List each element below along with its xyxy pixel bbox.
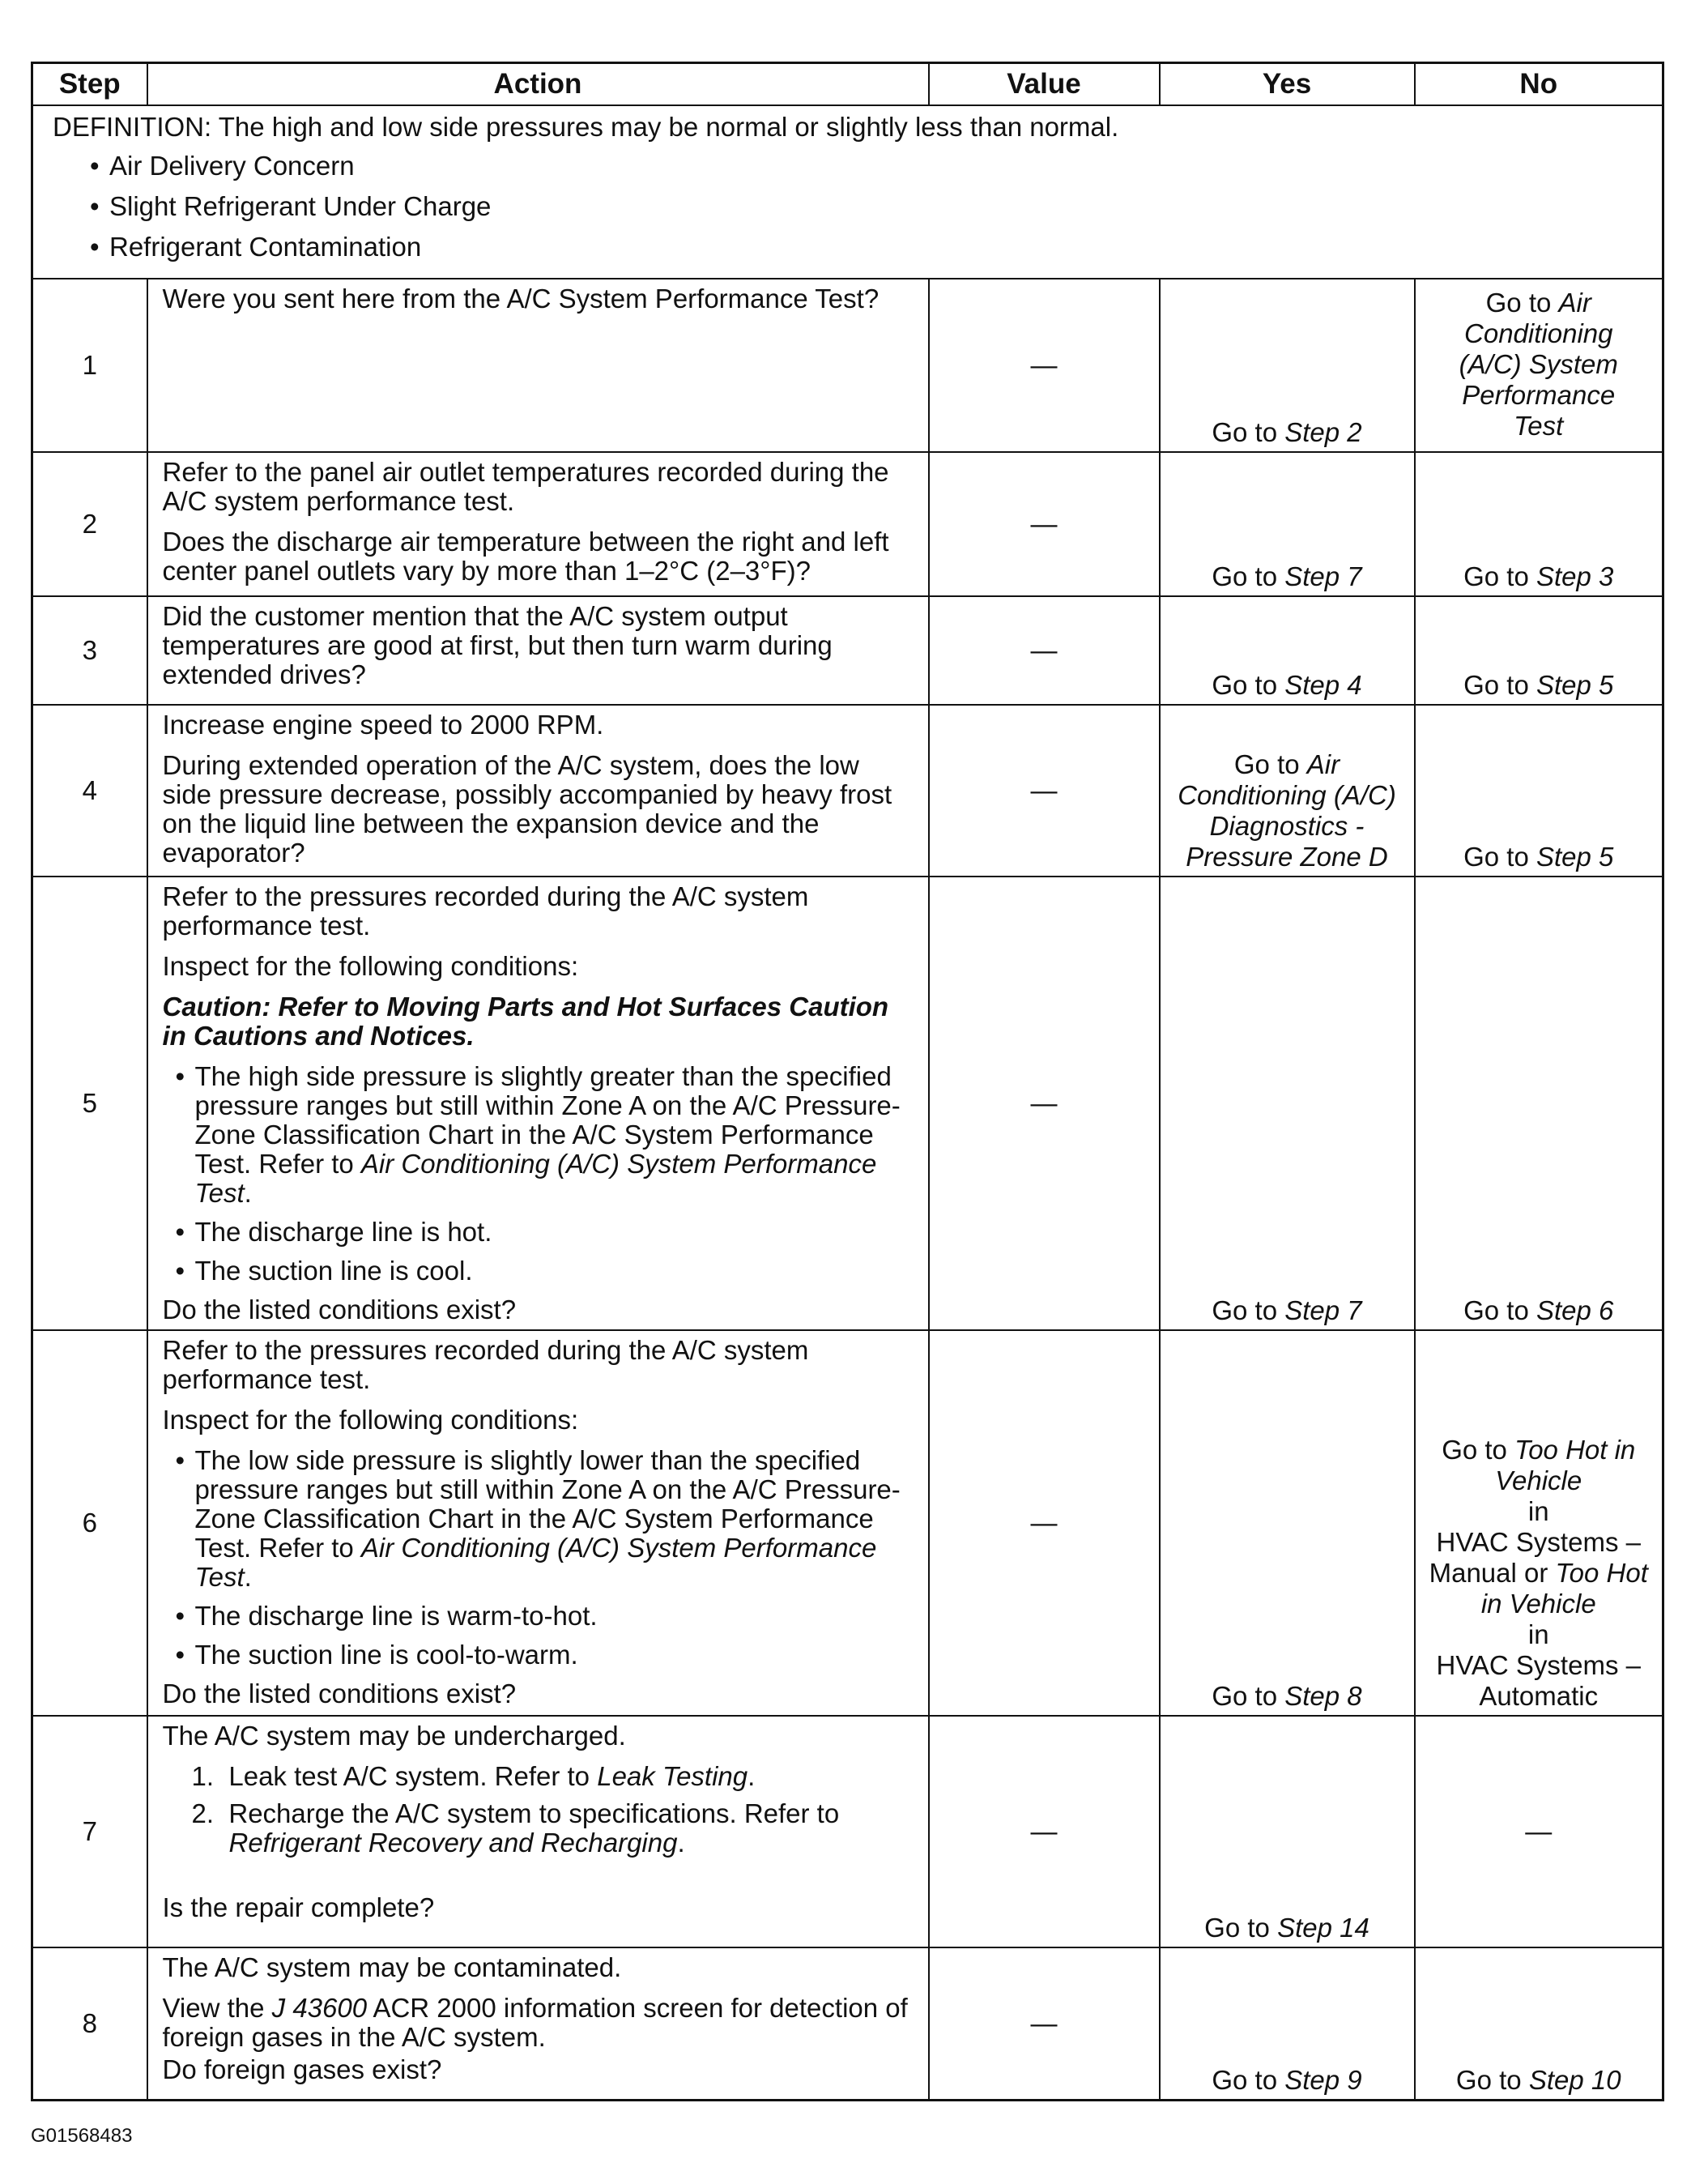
step-link[interactable]: Step 6: [1536, 1295, 1614, 1325]
condition-list: [163, 1446, 915, 1670]
step-action: [147, 279, 929, 452]
procedure-link[interactable]: Refrigerant Recovery and Recharging: [228, 1828, 678, 1858]
step-number: 1: [32, 279, 147, 452]
definition-item: • Slight Refrigerant Under Charge: [109, 192, 1662, 221]
definition-item: • Refrigerant Contamination: [109, 232, 1662, 262]
action-question: Does the discharge air temperature between the right and left center panel outlets vary by more than 1–2°C (2–3°F)?: [162, 527, 889, 586]
definition-item: • Air Delivery Concern: [109, 151, 1662, 181]
step-link[interactable]: Step 7: [1284, 1295, 1362, 1325]
procedure-link[interactable]: Air Conditioning (A/C) System Performance Test: [1459, 288, 1618, 441]
step-action: [147, 1330, 929, 1716]
step-action: [147, 596, 929, 705]
action-question: Do the listed conditions exist?: [162, 1679, 517, 1708]
diagnostic-table: [31, 62, 1664, 2101]
procedure-link[interactable]: Too Hot in Vehicle: [1480, 1558, 1648, 1619]
step-link[interactable]: Step 9: [1284, 2064, 1362, 2095]
step-yes: Go to Step 2: [1160, 279, 1415, 452]
procedure-link[interactable]: Air Conditioning (A/C) System Performance Test: [194, 1533, 877, 1592]
header-step: Step: [32, 63, 147, 106]
step-action: [147, 1947, 929, 2100]
step-yes: Go to Air Conditioning (A/C) Diagnostics - Pressure Zone D: [1160, 705, 1415, 877]
step-link[interactable]: Step 14: [1277, 1913, 1369, 1943]
header-action: Action: [147, 63, 929, 106]
step-number: 5: [32, 877, 147, 1330]
step-link[interactable]: Step 10: [1528, 2064, 1621, 2095]
step-no: Go to Too Hot in Vehicle in HVAC Systems – Manual or Too Hot in Vehicle in HVAC Systems – Automatic: [1415, 1330, 1663, 1716]
step-action: [147, 705, 929, 877]
step-yes: Go to Step 8: [1160, 1330, 1415, 1716]
step-row-6: [32, 1330, 1663, 1716]
action-text: The A/C system may be contaminated.: [162, 1952, 622, 1982]
step-value: —: [929, 596, 1160, 705]
procedure-link[interactable]: Air Conditioning (A/C) Diagnostics - Pressure Zone D: [1178, 749, 1396, 872]
step-number: 6: [32, 1330, 147, 1716]
action-question: Is the repair complete?: [162, 1892, 435, 1922]
step-action: [147, 1716, 929, 1947]
step-link[interactable]: Step 5: [1536, 842, 1614, 872]
procedure-link[interactable]: Leak Testing: [597, 1761, 748, 1791]
step-row-1: [32, 279, 1663, 452]
step-no: Go to Step 10: [1415, 1947, 1663, 2100]
step-link[interactable]: Step 5: [1536, 670, 1614, 700]
action-question: Do foreign gases exist?: [162, 2054, 442, 2084]
step-value: —: [929, 877, 1160, 1330]
definition-row: [32, 105, 1663, 279]
step-link[interactable]: Step 7: [1284, 561, 1362, 591]
action-question: Do the listed conditions exist?: [162, 1295, 517, 1324]
repair-list: [163, 1762, 915, 1858]
action-text: Refer to the panel air outlet temperatures recorded during the A/C system performance test.: [162, 457, 889, 516]
action-text: Inspect for the following conditions:: [162, 951, 579, 981]
step-action: [147, 877, 929, 1330]
step-value: —: [929, 705, 1160, 877]
step-action: [147, 452, 929, 596]
step-number: 3: [32, 596, 147, 705]
action-text: Refer to the pressures recorded during the A/C system performance test.: [162, 1335, 809, 1394]
step-value: —: [929, 452, 1160, 596]
definition-list: [53, 151, 1662, 262]
step-number: 8: [32, 1947, 147, 2100]
step-no: Go to Step 5: [1415, 705, 1663, 877]
step-yes: Go to Step 14: [1160, 1716, 1415, 1947]
step-yes: Go to Step 9: [1160, 1947, 1415, 2100]
definition-text: DEFINITION: The high and low side pressures may be normal or slightly less than normal.: [53, 112, 1119, 142]
step-no: Go to Step 6: [1415, 877, 1663, 1330]
action-question: During extended operation of the A/C system, does the low side pressure decrease, possibly accompanied by heavy frost on the liquid line between the expansion device and the evaporator?: [162, 750, 892, 868]
step-yes: Go to Step 7: [1160, 452, 1415, 596]
step-value: —: [929, 1716, 1160, 1947]
action-text: The A/C system may be undercharged.: [162, 1721, 626, 1751]
step-no: Go to Air Conditioning (A/C) System Performance Test: [1415, 279, 1663, 452]
header-no: No: [1415, 63, 1663, 106]
figure-id: G01568483: [31, 2125, 133, 2147]
condition-item: • The high side pressure is slightly greater than the specified pressure ranges but still within Zone A on the A/C Pressure-Zone Classification Chart in the A/C System Performance Test. Refer to Air Conditioning (A/C) System Performance Test.: [195, 1062, 915, 1208]
step-yes: Go to Step 4: [1160, 596, 1415, 705]
action-text: View the J 43600 ACR 2000 information screen for detection of foreign gases in the A/C system.: [162, 1993, 908, 2052]
step-link[interactable]: Step 2: [1284, 417, 1362, 447]
action-text: Refer to the pressures recorded during the A/C system performance test.: [162, 881, 809, 941]
condition-item: • The discharge line is hot.: [195, 1218, 915, 1247]
action-text: Inspect for the following conditions:: [162, 1405, 579, 1435]
condition-item: • The suction line is cool-to-warm.: [195, 1640, 915, 1670]
step-no: —: [1415, 1716, 1663, 1947]
action-text: Increase engine speed to 2000 RPM.: [162, 710, 604, 740]
step-number: 2: [32, 452, 147, 596]
action-text: Were you sent here from the A/C System Performance Test?: [162, 284, 880, 314]
step-row-5: [32, 877, 1663, 1330]
step-row-7: [32, 1716, 1663, 1947]
step-link[interactable]: Step 4: [1284, 670, 1362, 700]
step-number: 4: [32, 705, 147, 877]
step-row-8: [32, 1947, 1663, 2100]
header-value: Value: [929, 63, 1160, 106]
procedure-link[interactable]: Air Conditioning (A/C) System Performance Test: [194, 1149, 877, 1208]
action-question: Did the customer mention that the A/C system output temperatures are good at first, but then turn warm during extended drives?: [162, 601, 833, 689]
step-value: —: [929, 1947, 1160, 2100]
step-number: 7: [32, 1716, 147, 1947]
procedure-link[interactable]: Too Hot in Vehicle: [1495, 1435, 1636, 1495]
repair-item: 2. Recharge the A/C system to specifications. Refer to Refrigerant Recovery and Recharging.: [191, 1798, 840, 1858]
step-row-2: [32, 452, 1663, 596]
step-no: Go to Step 5: [1415, 596, 1663, 705]
step-row-4: [32, 705, 1663, 877]
step-row-3: [32, 596, 1663, 705]
definition-cell: [32, 105, 1663, 279]
condition-item: • The suction line is cool.: [195, 1256, 915, 1286]
step-value: —: [929, 279, 1160, 452]
caution-text: Caution: Refer to Moving Parts and Hot Surfaces Caution in Cautions and Notices.: [162, 992, 889, 1051]
condition-item: • The discharge line is warm-to-hot.: [195, 1602, 915, 1631]
header-yes: Yes: [1160, 63, 1415, 106]
repair-item: 1. Leak test A/C system. Refer to Leak Testing.: [191, 1761, 756, 1791]
step-no: Go to Step 3: [1415, 452, 1663, 596]
step-yes: Go to Step 7: [1160, 877, 1415, 1330]
step-value: —: [929, 1330, 1160, 1716]
tool-name: J 43600: [271, 1993, 368, 2023]
condition-item: • The low side pressure is slightly lower than the specified pressure ranges but still within Zone A on the A/C Pressure-Zone Classification Chart in the A/C System Performance Test. Refer to Air Conditioning (A/C) System Performance Test.: [195, 1446, 915, 1592]
step-link[interactable]: Step 8: [1284, 1681, 1362, 1711]
condition-list: [163, 1062, 915, 1286]
step-link[interactable]: Step 3: [1536, 561, 1614, 591]
header-row: [32, 63, 1663, 106]
